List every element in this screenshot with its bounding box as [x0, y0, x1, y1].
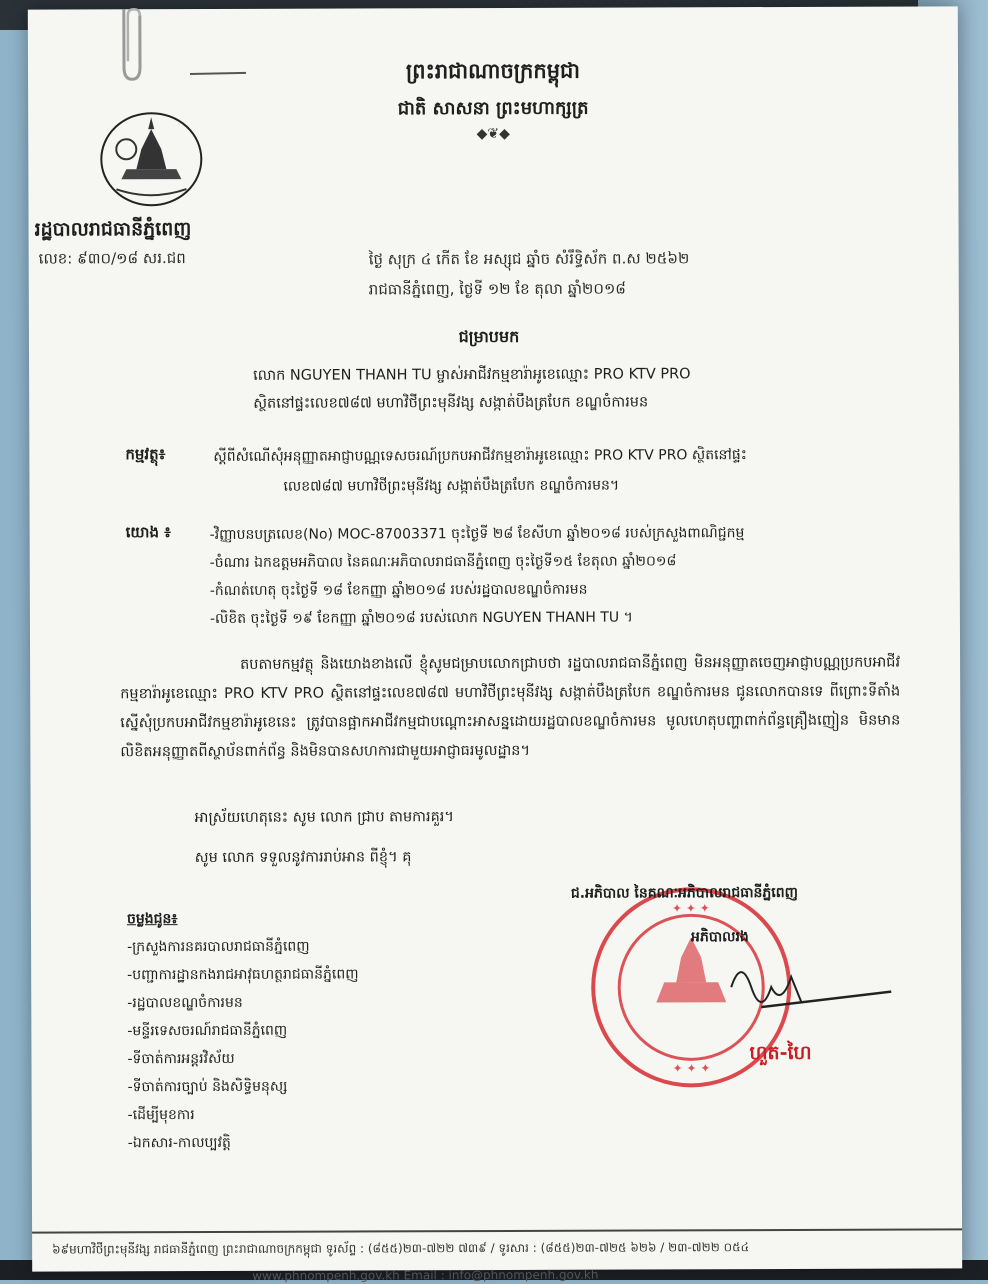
reference-item: -វិញ្ញាបនបត្រលេខ(No) MOC-87003371 ចុះថ្ងៃទី ២៨ ខែសីហា ឆ្នាំ២០១៨ របស់ក្រសួងពាណិជ្ជកម្ម: [209, 525, 745, 543]
letter-page: [28, 6, 962, 1283]
national-motto: ជាតិ សាសនា ព្រះមហាក្សត្រ: [397, 97, 589, 120]
subject-label: កម្មវត្ថុ៖: [125, 445, 166, 464]
cc-item: -មន្ទីរទេសចរណ៍រាជធានីភ្នំពេញ: [127, 1022, 288, 1040]
cc-item: -ទីចាត់ការច្បាប់ និងសិទ្ធិមនុស្ស: [127, 1078, 288, 1096]
cc-item: -រដ្ឋបាលខណ្ឌចំការមន: [127, 994, 243, 1012]
issuing-authority: រដ្ឋបាលរាជធានីភ្នំពេញ: [34, 218, 192, 241]
reference-number: លេខ: ៩៣០/១៨ សរ.ជព: [38, 249, 186, 268]
subject-line-1: ស្ដីពីសំណើសុំអនុញ្ញាតអាជ្ញាបណ្ណទេសចរណ៍ប្រកបអាជីវកម្មខារ៉ាអូខេឈ្មោះ PRO KTV PRO ស្ថិតនៅផ្ទះ: [213, 447, 747, 465]
pen-mark-icon: [188, 69, 248, 79]
footer-address: ៦៩មហាវិថីព្រះមុនីវង្ស រាជធានីភ្នំពេញ ព្រះរាជាណាចក្រកម្ពុជា ទូរស័ព្ទ : (៨៥៥)២៣-៧២២ ៧៣៩ / ទូរសារ : (៨៥៥)២៣-៧២៥ ៦២៦ / ២៣-៧២២ ០៥៤: [52, 1240, 750, 1257]
closing-line-2: សូម លោក ទទួលនូវការរាប់អាន ពីខ្ញុំ។ គុ: [194, 849, 412, 867]
reference-item: -លិខិត ចុះថ្ងៃទី ១៩ ខែកញ្ញា ឆ្នាំ២០១៨ របស់លោក NGUYEN THANH TU ។: [209, 609, 633, 627]
municipality-seal-icon: [96, 109, 206, 209]
handwritten-signature-icon: [721, 947, 901, 1038]
reference-item: -កំណត់ហេតុ ចុះថ្ងៃទី ១៨ ខែកញ្ញា ឆ្នាំ២០១៨ របស់រដ្ឋបាលខណ្ឌចំការមន: [209, 581, 588, 599]
signatory-deputy: អភិបាលរង: [691, 929, 749, 946]
letter-body: [120, 649, 900, 768]
subject-line-2: លេខ៧៨៧ មហាវិថីព្រះមុនីវង្ស សង្កាត់បឹងត្របែក ខណ្ឌចំការមន។: [283, 477, 620, 495]
cc-label: ចម្លងជូន៖: [126, 911, 178, 928]
svg-text:✦ ✦ ✦: ✦ ✦ ✦: [672, 1061, 711, 1076]
cc-item: -បញ្ជាការដ្ឋានកងរាជអាវុធហត្ថរាជធានីភ្នំពេញ: [127, 966, 359, 984]
lunar-date: ថ្ងៃ សុក្រ ៤ កើត ខែ អស្សុជ ឆ្នាំច សំរឹទ្ធិស័ក ព.ស ២៥៦២: [368, 249, 690, 269]
cc-item: -ក្រសួងការនគរបាលរាជធានីភ្នំពេញ: [127, 938, 310, 956]
signatory-title: ជ.អភិបាល នៃគណៈអភិបាលរាជធានីភ្នំពេញ: [570, 884, 798, 902]
signer-name: ហួត-ហៃ: [749, 1041, 812, 1065]
recipient-line-2: ស្ថិតនៅផ្ទះលេខ៧៨៧ មហាវិថីព្រះមុនីវង្ស សង្កាត់បឹងត្របែក ខណ្ឌចំការមន: [253, 394, 649, 412]
svg-text:✦ ✦ ✦: ✦ ✦ ✦: [672, 901, 710, 916]
footer-web: www.phnompenh.gov.kh Email : info@phnompenh.gov.kh: [252, 1267, 599, 1283]
kingdom-title: ព្រះរាជាណាចក្រកម្ពុជា: [405, 57, 581, 84]
solar-date: រាជធានីភ្នំពេញ, ថ្ងៃទី ១២ ខែ តុលា ឆ្នាំ២០១៨: [368, 279, 626, 299]
footer-divider: [32, 1228, 962, 1233]
reference-item: -ចំណារ ឯកឧត្តមអភិបាល នៃគណៈអភិបាលរាជធានីភ្នំពេញ ចុះថ្ងៃទី១៥ ខែតុលា ឆ្នាំ២០១៨: [209, 553, 677, 571]
ornament-divider-icon: ◆❦◆: [476, 125, 510, 143]
cc-item: -ទីចាត់ការអន្តរវិស័យ: [127, 1050, 235, 1068]
reference-label: យោង ៖: [125, 523, 171, 542]
recipient-line-1: លោក NGUYEN THANH TU ម្ចាស់អាជីវកម្មខារ៉ាអូខេឈ្មោះ PRO KTV PRO: [253, 366, 691, 384]
paper-clip-icon: [110, 9, 150, 89]
salutation-heading: ជម្រាបមក: [458, 326, 520, 347]
cc-item: -ឯកសារ-កាលប្បវត្តិ: [127, 1134, 231, 1152]
body-paragraph: តបតាមកម្មវត្ថុ និងយោងខាងលើ ខ្ញុំសូមជម្រាបលោកជ្រាបថា រដ្ឋបាលរាជធានីភ្នំពេញ មិនអនុញ្ញាតចេញអាជ្ញាបណ្ណប្រកបអាជីវកម្មខារ៉ាអូខេឈ្មោះ PRO KTV PRO ស្ថិតនៅផ្ទះលេខ៧៨៧ មហាវិថីព្រះមុនីវង្ស សង្កាត់បឹងត្របែក ខណ្ឌចំការមន ជូនលោកបានទេ ពីព្រោះទីតាំងស្នើសុំប្រកបអាជីវកម្មខារ៉ាអូខេនេះ ត្រូវបានផ្អាកអាជីវកម្មជាបណ្ដោះអាសន្នដោយរដ្ឋបាលខណ្ឌចំការមន មូលហេតុបញ្ហាពាក់ព័ន្ធគ្រឿងញៀន មិនមានលិខិតអនុញ្ញាតពីស្ថាប័នពាក់ព័ន្ធ និងមិនបានសហការជាមួយអាជ្ញាធរមូលដ្ឋាន។: [120, 654, 901, 761]
closing-line-1: អាស្រ័យហេតុនេះ សូម លោក ជ្រាប តាមការគួរ។: [194, 809, 454, 827]
cc-item: -ដើម្បីមុខការ: [127, 1107, 195, 1124]
